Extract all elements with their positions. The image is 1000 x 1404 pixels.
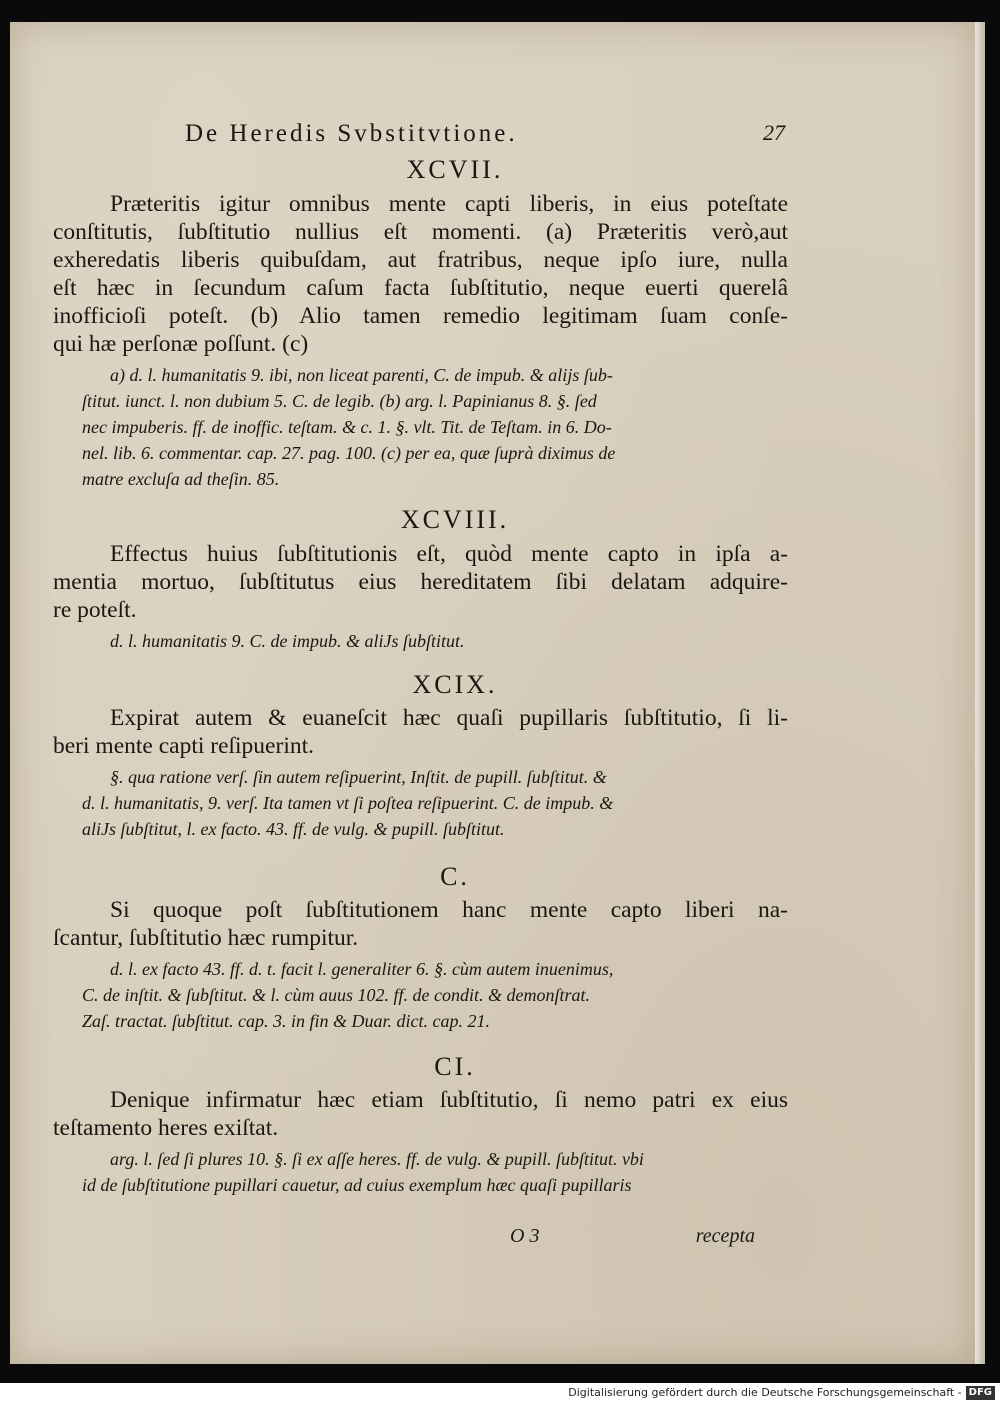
- catchword-line: [510, 1225, 755, 1255]
- catchword: recepta: [695, 1225, 755, 1247]
- book-page: [10, 22, 975, 1364]
- body-line: Expirat autem & euaneſcit hæc quaſi pupillaris ſubſtitutio, ſi li-: [110, 705, 788, 731]
- body-line: conſtitutis, ſubſtitutio nullius eſt momenti. (a) Præteritis verò,aut: [53, 219, 788, 245]
- body-line: eſt hæc in ſecundum caſum facta ſubſtitutio, neque euerti querelâ: [53, 275, 788, 301]
- body-line: mentia mortuo, ſubſtitutus eius hereditatem ſibi delatam adquire-: [53, 569, 788, 595]
- page-edge: [975, 22, 985, 1364]
- footer-text: Digitalisierung gefördert durch die Deutsche Forschungsgemeinschaft -: [568, 1386, 962, 1399]
- footnote-line: d. l. humanitatis 9. C. de impub. & aliJs ſubſtitut.: [110, 631, 465, 651]
- body-line: qui hæ perſonæ poſſunt. (c): [53, 331, 309, 357]
- footnote-line: Zaſ. tractat. ſubſtitut. cap. 3. in fin & Duar. dict. cap. 21.: [82, 1011, 490, 1031]
- section-heading: XCIX.: [412, 670, 498, 699]
- body-line: exheredatis liberis quibuſdam, aut fratribus, neque ipſo iure, nulla: [53, 247, 788, 273]
- footnote-line: d. l. ex facto 43. ff. d. t. facit l. generaliter 6. §. cùm autem inuenimus,: [110, 959, 614, 979]
- section-heading: C.: [440, 862, 470, 891]
- footnote-line: C. de inſtit. & ſubſtitut. & l. cùm auus 102. ff. de condit. & demonſtrat.: [82, 985, 590, 1005]
- footnote-line: matre excluſa ad theſin. 85.: [82, 469, 280, 489]
- body-line: Si quoque poſt ſubſtitutionem hanc mente capto liberi na-: [110, 897, 788, 923]
- signature-mark: O 3: [510, 1225, 540, 1247]
- running-head: [185, 120, 785, 156]
- body-line: ſcantur, ſubſtitutio hæc rumpitur.: [53, 925, 359, 951]
- footnote-line: aliJs ſubſtitut, l. ex facto. 43. ff. de vulg. & pupill. ſubſtitut.: [82, 819, 505, 839]
- body-line: Effectus huius ſubſtitutionis eſt, quòd mente capto in ipſa a-: [110, 541, 788, 567]
- footnote-line: nel. lib. 6. commentar. cap. 27. pag. 100. (c) per ea, quæ ſuprà diximus de: [82, 443, 616, 463]
- footnote-line: ſtitut. iunct. l. non dubium 5. C. de legib. (b) arg. l. Papinianus 8. §. ſed: [82, 391, 597, 411]
- footnote-line: a) d. l. humanitatis 9. ibi, non liceat parenti, C. de impub. & alijs ſub-: [110, 365, 613, 385]
- footnote-line: arg. l. ſed ſi plures 10. §. ſi ex aſſe heres. ff. de vulg. & pupill. ſubſtitut. vbi: [110, 1149, 644, 1169]
- footnote-line: d. l. humanitatis, 9. verſ. Ita tamen vt ſi poſtea reſipuerint. C. de impub. &: [82, 793, 614, 813]
- body-line: beri mente capti reſipuerint.: [53, 733, 315, 759]
- section-heading: XCVIII.: [400, 505, 510, 534]
- footnote-line: §. qua ratione verſ. ſin autem reſipuerint, Inſtit. de pupill. ſubſtitut. &: [110, 767, 607, 787]
- body-line: teſtamento heres exiſtat.: [53, 1115, 279, 1141]
- digitization-footer: [560, 1386, 995, 1402]
- body-line: Denique infirmatur hæc etiam ſubſtitutio, ſi nemo patri ex eius: [110, 1087, 788, 1113]
- footnote-line: nec impuberis. ff. de inoffic. teſtam. & c. 1. §. vlt. Tit. de Teſtam. in 6. Do-: [82, 417, 612, 437]
- dfg-logo: DFG: [966, 1386, 995, 1400]
- section-heading: CI.: [434, 1052, 476, 1081]
- running-title: De Heredis Svbstitvtione.: [185, 120, 518, 147]
- page-number: 27: [763, 120, 785, 145]
- body-line: Præteritis igitur omnibus mente capti liberis, in eius poteſtate: [110, 191, 788, 217]
- section-heading: XCVII.: [406, 155, 504, 184]
- body-line: re poteſt.: [53, 597, 137, 623]
- footnote-line: id de ſubſtitutione pupillari cauetur, ad cuius exemplum hæc quaſi pupillaris: [82, 1175, 632, 1195]
- body-line: inofficioſi poteſt. (b) Alio tamen remedio legitimam ſuam conſe-: [53, 303, 788, 329]
